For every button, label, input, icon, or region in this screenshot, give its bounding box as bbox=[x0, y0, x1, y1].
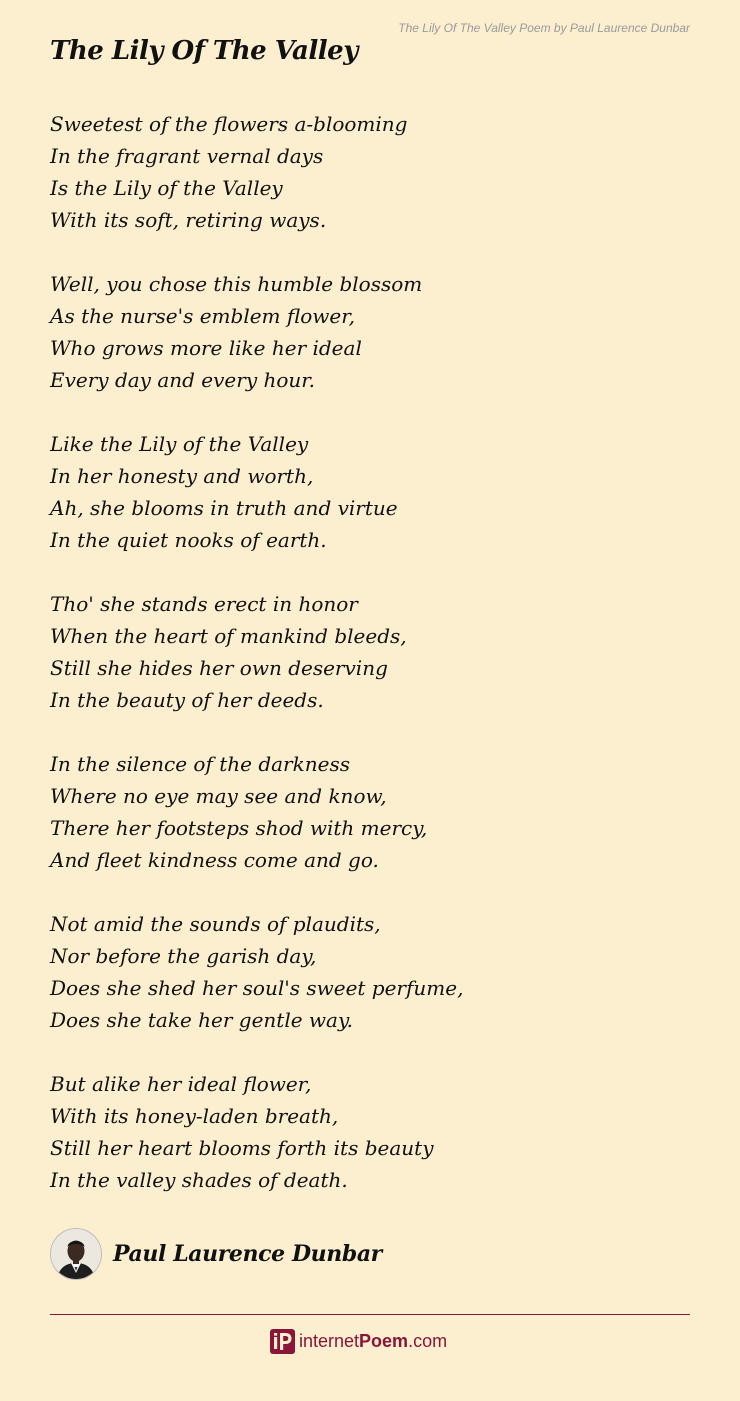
poem-line: Still her heart blooms forth its beauty bbox=[50, 1136, 434, 1160]
footer-divider bbox=[50, 1314, 690, 1315]
poem-line: Like the Lily of the Valley bbox=[50, 432, 309, 456]
poem-line: Does she take her gentle way. bbox=[50, 1008, 353, 1032]
poem-line: In the fragrant vernal days bbox=[50, 144, 324, 168]
stanza bbox=[50, 428, 700, 556]
logo-suffix: .com bbox=[408, 1330, 448, 1351]
logo-bold: Poem bbox=[359, 1330, 409, 1351]
poem-line: As the nurse's emblem flower, bbox=[50, 304, 355, 328]
stanza bbox=[50, 748, 700, 876]
poem-line: Ah, she blooms in truth and virtue bbox=[50, 496, 398, 520]
poem-line: In the valley shades of death. bbox=[50, 1168, 348, 1192]
poem-line: Every day and every hour. bbox=[50, 368, 316, 392]
poem-line: Who grows more like her ideal bbox=[50, 336, 362, 360]
poem-line: Does she shed her soul's sweet perfume, bbox=[50, 976, 464, 1000]
stanza bbox=[50, 108, 700, 236]
stanza bbox=[50, 268, 700, 396]
poem-line: And fleet kindness come and go. bbox=[50, 848, 379, 872]
author-row[interactable] bbox=[50, 1228, 382, 1280]
page-caption: The Lily Of The Valley Poem by Paul Laurence Dunbar bbox=[398, 21, 690, 35]
poem-line: Still she hides her own deserving bbox=[50, 656, 388, 680]
poem-title: The Lily Of The Valley bbox=[50, 36, 358, 66]
poem-line: Is the Lily of the Valley bbox=[50, 176, 283, 200]
stanza bbox=[50, 588, 700, 716]
poem-line: With its honey-laden breath, bbox=[50, 1104, 339, 1128]
stanza bbox=[50, 1068, 700, 1196]
poem-line: Well, you chose this humble blossom bbox=[50, 272, 423, 296]
poem-line: Sweetest of the flowers a-blooming bbox=[50, 112, 408, 136]
poem-line: With its soft, retiring ways. bbox=[50, 208, 327, 232]
internetpoem-logo[interactable] bbox=[270, 1327, 447, 1355]
author-name-link[interactable]: Paul Laurence Dunbar bbox=[113, 1241, 382, 1267]
poem-line: Tho' she stands erect in honor bbox=[50, 592, 358, 616]
internetpoem-logo-text bbox=[299, 1331, 447, 1352]
poem-line: When the heart of mankind bleeds, bbox=[50, 624, 407, 648]
author-portrait-icon[interactable] bbox=[50, 1228, 102, 1280]
poem-line: In the quiet nooks of earth. bbox=[50, 528, 327, 552]
poem-line: Nor before the garish day, bbox=[50, 944, 317, 968]
logo-prefix: internet bbox=[299, 1330, 360, 1351]
poem-line: In the silence of the darkness bbox=[50, 752, 350, 776]
internetpoem-logo-icon bbox=[270, 1329, 295, 1354]
poem-line: Not amid the sounds of plaudits, bbox=[50, 912, 381, 936]
poem-line: In the beauty of her deeds. bbox=[50, 688, 324, 712]
poem-line: Where no eye may see and know, bbox=[50, 784, 387, 808]
poem-line: There her footsteps shod with mercy, bbox=[50, 816, 428, 840]
poem-line: In her honesty and worth, bbox=[50, 464, 314, 488]
poem-line: But alike her ideal flower, bbox=[50, 1072, 312, 1096]
stanza bbox=[50, 908, 700, 1036]
poem-body bbox=[50, 108, 700, 1228]
